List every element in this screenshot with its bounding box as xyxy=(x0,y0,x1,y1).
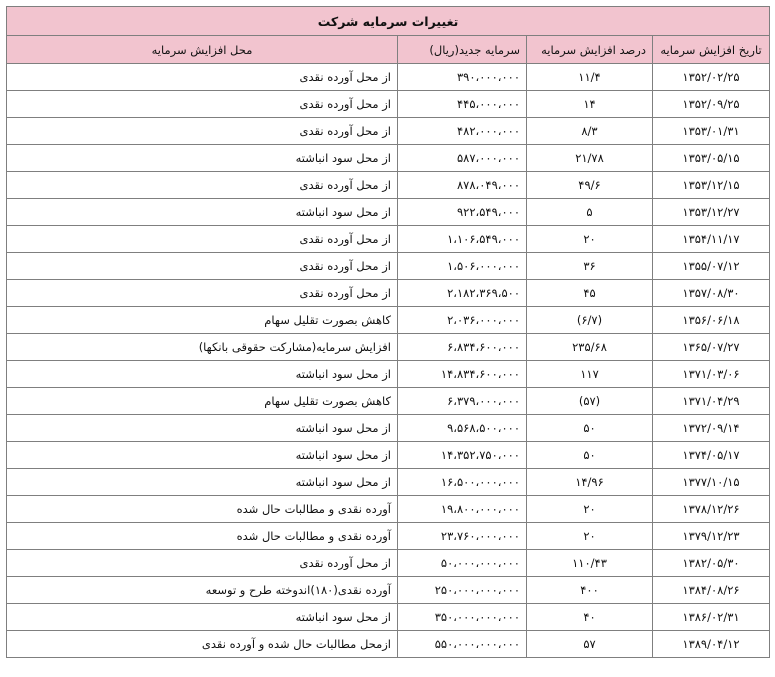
cell-date: ۱۳۶۵/۰۷/۲۷ xyxy=(653,334,770,361)
cell-date: ۱۳۵۴/۱۱/۱۷ xyxy=(653,226,770,253)
cell-date: ۱۳۵۶/۰۶/۱۸ xyxy=(653,307,770,334)
table-row xyxy=(7,577,770,604)
cell-date: ۱۳۷۹/۱۲/۲۳ xyxy=(653,523,770,550)
cell-new-capital: ۱،۱۰۶،۵۴۹،۰۰۰ xyxy=(398,226,527,253)
cell-date: ۱۳۷۷/۱۰/۱۵ xyxy=(653,469,770,496)
cell-source: از محل سود انباشته xyxy=(7,415,398,442)
table-row xyxy=(7,361,770,388)
cell-percent: ۱۴/۹۶ xyxy=(527,469,653,496)
cell-new-capital: ۳۵۰،۰۰۰،۰۰۰،۰۰۰ xyxy=(398,604,527,631)
cell-source: از محل آورده نقدی xyxy=(7,550,398,577)
cell-percent: ۲۳۵/۶۸ xyxy=(527,334,653,361)
cell-source: از محل سود انباشته xyxy=(7,361,398,388)
table-title-row xyxy=(7,7,770,36)
cell-new-capital: ۲۵۰،۰۰۰،۰۰۰،۰۰۰ xyxy=(398,577,527,604)
table-row xyxy=(7,118,770,145)
cell-source: از محل سود انباشته xyxy=(7,145,398,172)
cell-new-capital: ۵۰،۰۰۰،۰۰۰،۰۰۰ xyxy=(398,550,527,577)
cell-source: ازمحل مطالبات حال شده و آورده نقدی xyxy=(7,631,398,658)
cell-percent: ۱۱/۴ xyxy=(527,64,653,91)
table-row xyxy=(7,145,770,172)
table-header-row xyxy=(7,36,770,64)
cell-percent: ۴۰ xyxy=(527,604,653,631)
cell-percent: (۵۷) xyxy=(527,388,653,415)
table-row xyxy=(7,523,770,550)
cell-percent: ۳۶ xyxy=(527,253,653,280)
table-row xyxy=(7,226,770,253)
cell-percent: ۴۵ xyxy=(527,280,653,307)
table-row xyxy=(7,64,770,91)
cell-percent: ۲۱/۷۸ xyxy=(527,145,653,172)
cell-new-capital: ۱۴،۳۵۲،۷۵۰،۰۰۰ xyxy=(398,442,527,469)
cell-percent: ۸/۳ xyxy=(527,118,653,145)
cell-new-capital: ۱۹،۸۰۰،۰۰۰،۰۰۰ xyxy=(398,496,527,523)
cell-date: ۱۳۵۷/۰۸/۳۰ xyxy=(653,280,770,307)
table-row xyxy=(7,253,770,280)
table-title: تغییرات سرمایه شرکت xyxy=(7,7,770,36)
cell-percent: ۲۰ xyxy=(527,496,653,523)
cell-date: ۱۳۵۲/۰۹/۲۵ xyxy=(653,91,770,118)
cell-source: از محل آورده نقدی xyxy=(7,226,398,253)
table-row xyxy=(7,496,770,523)
cell-new-capital: ۹۲۲،۵۴۹،۰۰۰ xyxy=(398,199,527,226)
cell-date: ۱۳۸۲/۰۵/۳۰ xyxy=(653,550,770,577)
cell-source: از محل آورده نقدی xyxy=(7,91,398,118)
table-row xyxy=(7,550,770,577)
header-date: تاریخ افزایش سرمایه xyxy=(653,36,770,64)
cell-date: ۱۳۸۶/۰۲/۳۱ xyxy=(653,604,770,631)
cell-percent: ۱۱۷ xyxy=(527,361,653,388)
cell-date: ۱۳۵۳/۱۲/۲۷ xyxy=(653,199,770,226)
capital-changes-table xyxy=(6,6,770,658)
cell-new-capital: ۱۶،۵۰۰،۰۰۰،۰۰۰ xyxy=(398,469,527,496)
cell-source: افزایش سرمایه(مشارکت حقوقی بانکها) xyxy=(7,334,398,361)
cell-date: ۱۳۸۹/۰۴/۱۲ xyxy=(653,631,770,658)
table-body xyxy=(7,64,770,658)
cell-source: از محل آورده نقدی xyxy=(7,172,398,199)
table-row xyxy=(7,415,770,442)
cell-source: از محل آورده نقدی xyxy=(7,118,398,145)
cell-new-capital: ۲،۱۸۲،۳۶۹،۵۰۰ xyxy=(398,280,527,307)
capital-changes-table-wrapper xyxy=(6,6,769,658)
cell-new-capital: ۶،۸۳۴،۶۰۰،۰۰۰ xyxy=(398,334,527,361)
table-row xyxy=(7,631,770,658)
table-row xyxy=(7,469,770,496)
cell-date: ۱۳۵۳/۰۱/۳۱ xyxy=(653,118,770,145)
table-row xyxy=(7,199,770,226)
cell-source: آورده نقدی و مطالبات حال شده xyxy=(7,496,398,523)
cell-new-capital: ۲۳،۷۶۰،۰۰۰،۰۰۰ xyxy=(398,523,527,550)
cell-date: ۱۳۷۱/۰۳/۰۶ xyxy=(653,361,770,388)
cell-source: از محل سود انباشته xyxy=(7,469,398,496)
header-percent: درصد افزایش سرمایه xyxy=(527,36,653,64)
cell-percent: ۲۰ xyxy=(527,523,653,550)
cell-source: از محل آورده نقدی xyxy=(7,64,398,91)
table-row xyxy=(7,334,770,361)
header-new-capital: سرمایه جدید(ریال) xyxy=(398,36,527,64)
header-source: محل افزایش سرمایه xyxy=(7,36,398,64)
cell-source: از محل سود انباشته xyxy=(7,199,398,226)
cell-new-capital: ۳۹۰،۰۰۰،۰۰۰ xyxy=(398,64,527,91)
cell-percent: ۵۷ xyxy=(527,631,653,658)
cell-new-capital: ۱۴،۸۳۴،۶۰۰،۰۰۰ xyxy=(398,361,527,388)
cell-source: از محل سود انباشته xyxy=(7,604,398,631)
cell-date: ۱۳۷۸/۱۲/۲۶ xyxy=(653,496,770,523)
cell-source: آورده نقدی(۱۸۰)اندوخته طرح و توسعه xyxy=(7,577,398,604)
cell-new-capital: ۲،۰۳۶،۰۰۰،۰۰۰ xyxy=(398,307,527,334)
table-row xyxy=(7,604,770,631)
cell-new-capital: ۴۴۵،۰۰۰،۰۰۰ xyxy=(398,91,527,118)
table-row xyxy=(7,280,770,307)
cell-new-capital: ۵۸۷،۰۰۰،۰۰۰ xyxy=(398,145,527,172)
cell-date: ۱۳۵۳/۱۲/۱۵ xyxy=(653,172,770,199)
cell-date: ۱۳۵۳/۰۵/۱۵ xyxy=(653,145,770,172)
cell-percent: (۶/۷) xyxy=(527,307,653,334)
cell-new-capital: ۱،۵۰۶،۰۰۰،۰۰۰ xyxy=(398,253,527,280)
table-row xyxy=(7,388,770,415)
cell-percent: ۱۴ xyxy=(527,91,653,118)
cell-date: ۱۳۷۱/۰۴/۲۹ xyxy=(653,388,770,415)
cell-date: ۱۳۵۲/۰۲/۲۵ xyxy=(653,64,770,91)
table-row xyxy=(7,172,770,199)
cell-new-capital: ۹،۵۶۸،۵۰۰،۰۰۰ xyxy=(398,415,527,442)
cell-percent: ۴۹/۶ xyxy=(527,172,653,199)
cell-percent: ۵۰ xyxy=(527,442,653,469)
table-row xyxy=(7,91,770,118)
cell-new-capital: ۸۷۸،۰۴۹،۰۰۰ xyxy=(398,172,527,199)
cell-date: ۱۳۷۲/۰۹/۱۴ xyxy=(653,415,770,442)
cell-percent: ۵۰ xyxy=(527,415,653,442)
table-row xyxy=(7,442,770,469)
cell-percent: ۱۱۰/۴۳ xyxy=(527,550,653,577)
cell-source: از محل آورده نقدی xyxy=(7,253,398,280)
cell-date: ۱۳۷۴/۰۵/۱۷ xyxy=(653,442,770,469)
cell-source: از محل آورده نقدی xyxy=(7,280,398,307)
cell-percent: ۴۰۰ xyxy=(527,577,653,604)
cell-new-capital: ۴۸۲،۰۰۰،۰۰۰ xyxy=(398,118,527,145)
table-row xyxy=(7,307,770,334)
cell-source: از محل سود انباشته xyxy=(7,442,398,469)
cell-source: کاهش بصورت تقلیل سهام xyxy=(7,307,398,334)
cell-date: ۱۳۸۴/۰۸/۲۶ xyxy=(653,577,770,604)
cell-source: کاهش بصورت تقلیل سهام xyxy=(7,388,398,415)
cell-date: ۱۳۵۵/۰۷/۱۲ xyxy=(653,253,770,280)
cell-new-capital: ۶،۳۷۹،۰۰۰،۰۰۰ xyxy=(398,388,527,415)
cell-source: آورده نقدی و مطالبات حال شده xyxy=(7,523,398,550)
cell-percent: ۲۰ xyxy=(527,226,653,253)
cell-new-capital: ۵۵۰،۰۰۰،۰۰۰،۰۰۰ xyxy=(398,631,527,658)
cell-percent: ۵ xyxy=(527,199,653,226)
